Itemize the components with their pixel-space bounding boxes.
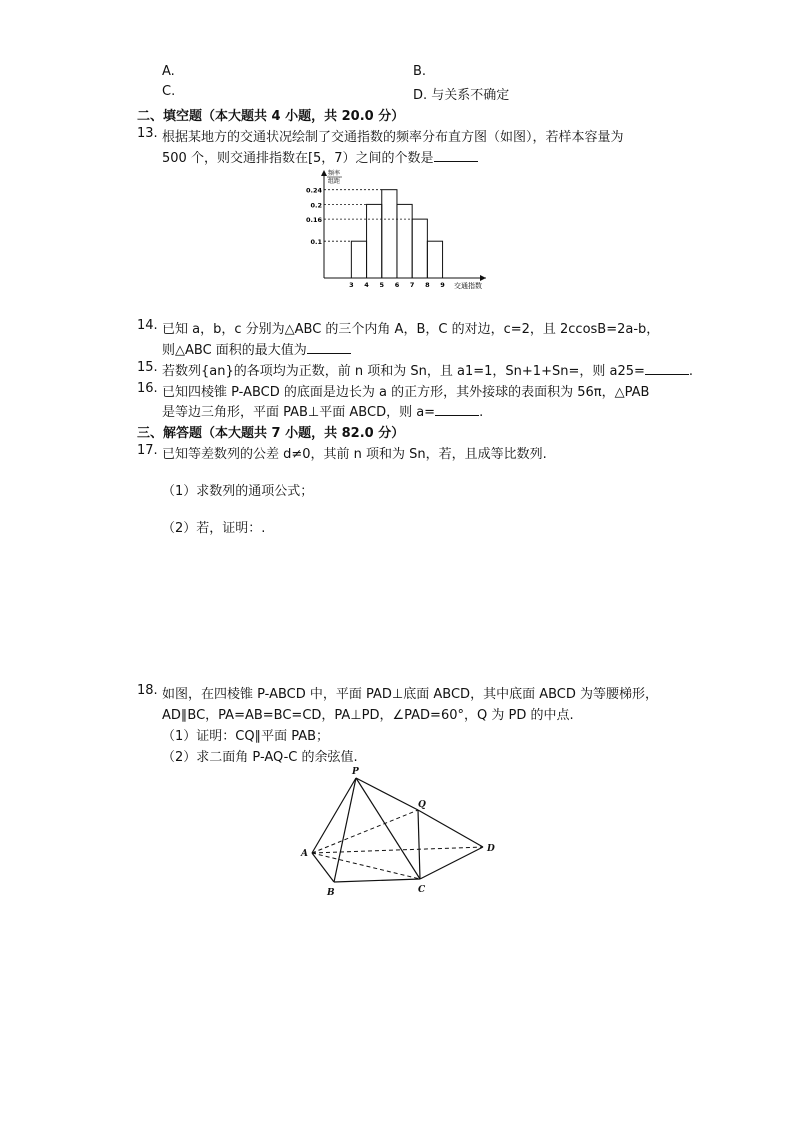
- q18-line1: 如图，在四棱锥 P-ABCD 中，平面 PAD⊥底面 ABCD，其中底面 ABCD 为等腰梯形，: [162, 687, 658, 702]
- q16-line1: 已知四棱锥 P-ABCD 的底面是边长为 a 的正方形，其外接球的表面积为 56π，△PAB: [162, 385, 650, 400]
- question-number-16: 16.: [137, 381, 158, 396]
- question-number-15: 15.: [137, 360, 158, 375]
- question-number-17: 17.: [137, 443, 158, 458]
- q15-line1-text: 若数列{an}的各项均为正数，前 n 项和为 Sn，且 a1=1，Sn+1+Sn=，则 a25=: [162, 364, 645, 379]
- question-number-13: 13.: [137, 126, 158, 141]
- edge-ab: [312, 853, 334, 882]
- histogram-bar: [412, 219, 427, 278]
- edge-pc: [356, 778, 420, 879]
- q18-line2: AD∥BC，PA=AB=BC=CD，PA⊥PD，∠PAD=60°，Q 为 PD 的中点.: [162, 708, 574, 723]
- q17-sub2: （2）若，证明：.: [162, 521, 266, 536]
- q13-line2: [162, 147, 478, 166]
- q14-line2: [162, 339, 351, 358]
- q17-sub1: （1）求数列的通项公式；: [162, 484, 314, 499]
- y-tick-label: 0.1: [310, 238, 322, 247]
- edge-pb: [334, 778, 356, 882]
- x-tick-label: 8: [425, 281, 430, 289]
- x-axis-arrow: [480, 275, 486, 281]
- choice-c: C.: [162, 84, 176, 99]
- y-tick-label: 0.16: [305, 216, 322, 225]
- x-tick-label: 4: [364, 281, 369, 289]
- y-axis-arrow: [321, 170, 327, 176]
- choice-d: D. 与关系不确定: [413, 88, 510, 103]
- edge-pq: [356, 778, 418, 810]
- q15-end: .: [688, 364, 694, 379]
- y-tick-label: 0.2: [310, 201, 322, 210]
- y-axis-label-bottom: 组距: [328, 178, 341, 185]
- q17-line1: 已知等差数列的公差 d≠0，其前 n 项和为 Sn，若，且成等比数列.: [162, 447, 547, 462]
- x-tick-label: 9: [440, 281, 445, 289]
- answer-blank: [435, 403, 479, 416]
- histogram-bar: [367, 204, 382, 278]
- section-heading-fill-in: 二、填空题（本大题共 4 小题，共 20.0 分）: [137, 109, 405, 124]
- question-number-18: 18.: [137, 683, 158, 698]
- choice-b: B.: [413, 64, 427, 79]
- edge-ad-hidden: [312, 847, 483, 853]
- q14-line2-text: 则△ABC 面积的最大值为: [162, 343, 307, 358]
- x-tick-label: 7: [409, 281, 415, 289]
- x-tick-label: 3: [349, 281, 354, 289]
- vertex-label-b: B: [327, 888, 335, 898]
- frequency-histogram: [300, 168, 495, 296]
- pyramid-figure: [290, 762, 510, 902]
- histogram-bar: [351, 241, 366, 278]
- vertex-label-d: D: [487, 844, 495, 854]
- edge-aq-hidden: [312, 810, 418, 853]
- q18-sub1: （1）证明：CQ∥平面 PAB；: [162, 729, 330, 744]
- edge-qd: [418, 810, 483, 847]
- x-tick-label: 6: [394, 281, 400, 289]
- vertex-label-c: C: [418, 885, 426, 895]
- q16-line2: [162, 401, 483, 420]
- y-tick-label: 0.24: [305, 186, 322, 195]
- q16-line2-text: 是等边三角形，平面 PAB⊥平面 ABCD，则 a=: [162, 405, 436, 420]
- q14-line1: 已知 a，b，c 分别为△ABC 的三个内角 A，B，C 的对边，c=2，且 2ccosB=2a-b，: [162, 322, 660, 337]
- histogram-bar: [427, 241, 442, 278]
- edge-pa: [312, 778, 356, 853]
- x-axis-label: 交通指数: [454, 282, 482, 290]
- q13-line1: 根据某地方的交通状况绘制了交通指数的频率分布直方图（如图），若样本容量为: [162, 130, 624, 145]
- vertex-label-p: P: [352, 767, 359, 777]
- section-heading-solutions: 三、解答题（本大题共 7 小题，共 82.0 分）: [137, 426, 405, 441]
- q15-line1: [162, 360, 693, 379]
- answer-blank: [307, 341, 351, 354]
- edge-qc: [418, 810, 420, 879]
- x-tick-label: 5: [379, 281, 385, 289]
- choice-a: A.: [162, 64, 175, 79]
- q18-sub2: （2）求二面角 P-AQ-C 的余弦值.: [162, 750, 358, 765]
- q13-line2-text: 500 个，则交通排指数在[5，7）之间的个数是: [162, 151, 434, 166]
- y-axis-label-top: 频率: [328, 170, 341, 177]
- answer-blank: [645, 362, 689, 375]
- vertex-label-q: Q: [418, 800, 426, 810]
- answer-blank: [434, 149, 478, 162]
- q16-end: .: [479, 405, 484, 420]
- question-number-14: 14.: [137, 318, 158, 333]
- histogram-bar: [397, 204, 412, 278]
- vertex-label-a: A: [301, 849, 308, 859]
- histogram-bar: [382, 190, 397, 278]
- edge-bc: [334, 879, 420, 882]
- edge-cd: [420, 847, 483, 879]
